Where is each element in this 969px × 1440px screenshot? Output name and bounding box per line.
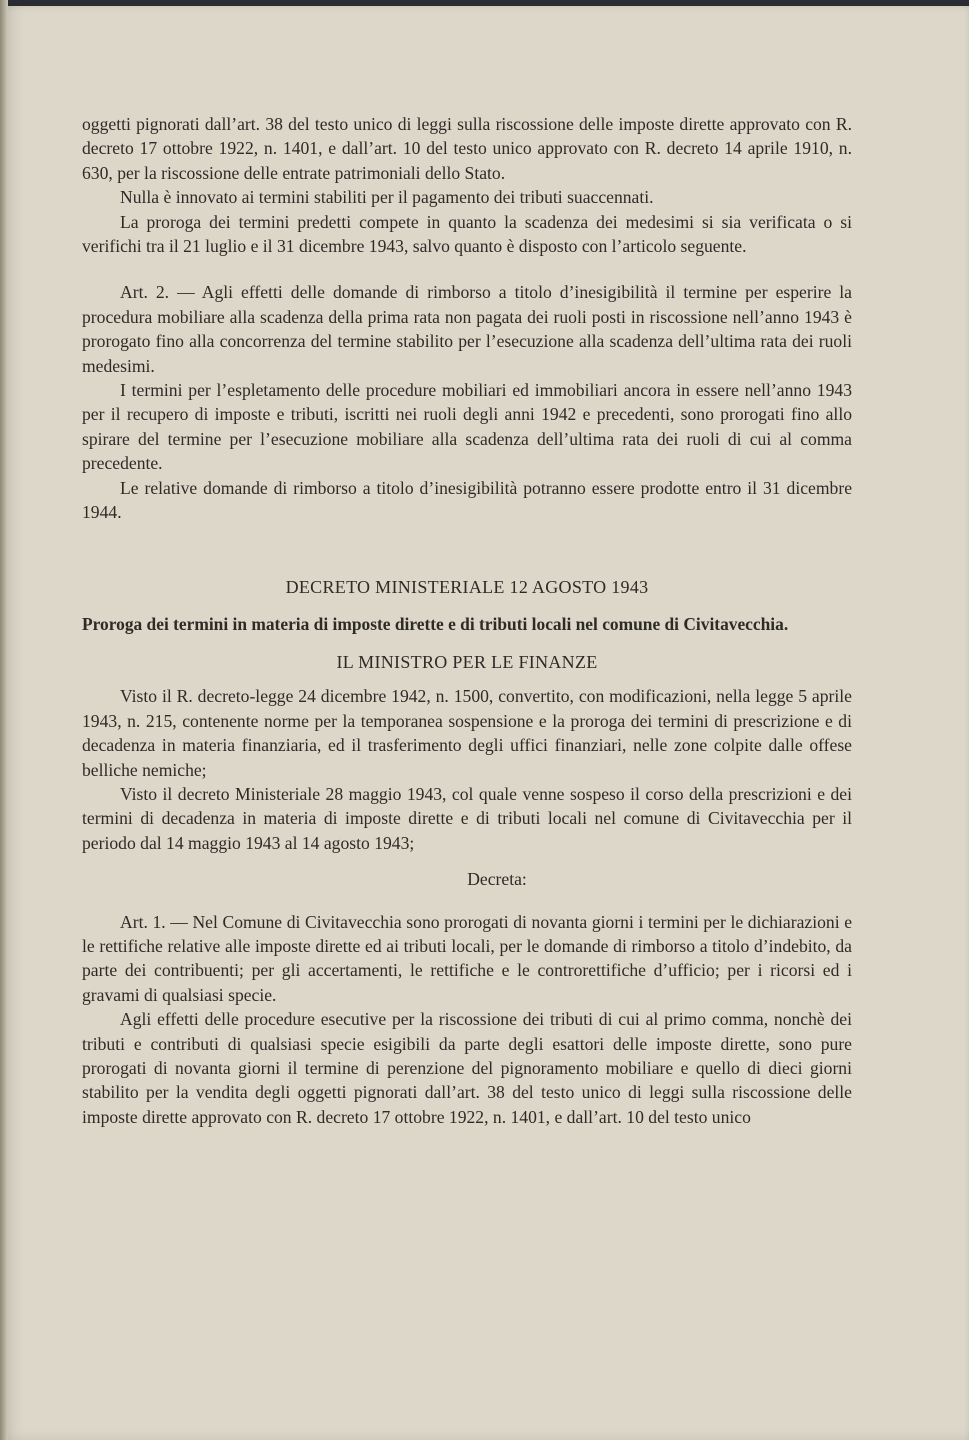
paragraph-relative-domande: Le relative domande di rimborso a titolo d’inesigibilità potranno essere prodotte entro il 31 dicembre 1944. (82, 477, 852, 523)
paragraph-agli-effetti: Agli effetti delle procedure esecutive per la riscossione dei tributi di cui al primo comma, nonchè dei tributi e contributi di qualsiasi specie esigibili da parte degli esattori delle imposte dirette, sono pure prorogati di novanta giorni il termine di perenzione del pignoramento mobiliare e quello di dieci giorni stabilito per la vendita degli oggetti pignorati dall’art. 38 del testo unico di leggi sulla riscossione delle imposte dirette approvato con R. decreto 17 ottobre 1922, n. 1401, e dall’art. 10 del testo unico (82, 1009, 852, 1127)
paragraph-proroga: La proroga dei termini predetti compete in quanto la scadenza dei medesimi si sia verificata o si verifichi tra il 21 luglio e il 31 dicembre 1943, salvo quanto è disposto con l’articolo seguente. (82, 211, 852, 257)
decreta-heading: Decreta: (467, 869, 527, 890)
paragraph-visto-2: Visto il decreto Ministeriale 28 maggio 1943, col quale venne sospeso il corso della prescrizioni e dei termini di decadenza in materia di imposte dirette e di tributi locali nel comune di Civitavecchia per il periodo dal 14 maggio 1943 al 14 agosto 1943; (82, 783, 852, 853)
paragraph-continuation: oggetti pignorati dall’art. 38 del testo unico di leggi sulla riscossione delle imposte dirette approvato con R. decreto 17 ottobre 1922, n. 1401, e dall’art. 10 del testo unico approvato con R. decreto 14 aprile 1910, n. 630, per la riscossione delle entrate patrimoniali dello Stato. (82, 114, 852, 183)
scan-left-edge (0, 0, 8, 1440)
paragraph-termini: I termini per l’espletamento delle procedure mobiliari ed immobiliari ancora in essere nell’anno 1943 per il recupero di imposte e tributi, iscritti nei ruoli degli anni 1942 e precedenti, sono prorogati fino allo spirare del termine per l’esecuzione mobiliare alla scadenza dell’ultima rata dei ruoli di cui al comma precedente. (82, 380, 852, 474)
paragraph-art-2: Art. 2. — Agli effetti delle domande di rimborso a titolo d’inesigibilità il termine per esperire la procedura mobiliare alla scadenza della prima rata non pagata dei ruoli posti in riscossione nell’anno 1943 è prorogato fino alla concorrenza del termine stabilito per l’esecuzione alla scadenza dell’ultima rata dei ruoli medesimi. (82, 282, 852, 376)
decree-subtitle: Proroga dei termini in materia di imposte dirette e di tributi locali nel comune di Civitavecchia. (82, 613, 789, 634)
paragraph-art-1: Art. 1. — Nel Comune di Civitavecchia sono prorogati di novanta giorni i termini per le dichiarazioni e le rettifiche relative alle imposte dirette ed ai tributi locali, per le domande di rimborso a titolo d’indebito, da parte dei contribuenti; per gli accertamenti, le rettifiche e le controrettifiche d’ufficio; per i ricorsi ed i gravami di qualsiasi specie. (82, 911, 852, 1005)
paragraph-visto-1: Visto il R. decreto-legge 24 dicembre 1942, n. 1500, convertito, con modificazioni, nella legge 5 aprile 1943, n. 215, contenente norme per la temporanea sospensione e la proroga dei termini di prescrizione e di decadenza in materia finanziaria, ed il trasferimento degli uffici finanziari, nelle zone colpite dalle offese belliche nemiche; (82, 686, 852, 780)
document-body (82, 112, 852, 1129)
minister-heading: IL MINISTRO PER LE FINANZE (336, 651, 598, 672)
decree-title: DECRETO MINISTERIALE 12 AGOSTO 1943 (285, 576, 649, 597)
scan-top-border (0, 0, 969, 6)
paragraph-nulla: Nulla è innovato ai termini stabiliti per il pagamento dei tributi suaccennati. (120, 187, 654, 208)
